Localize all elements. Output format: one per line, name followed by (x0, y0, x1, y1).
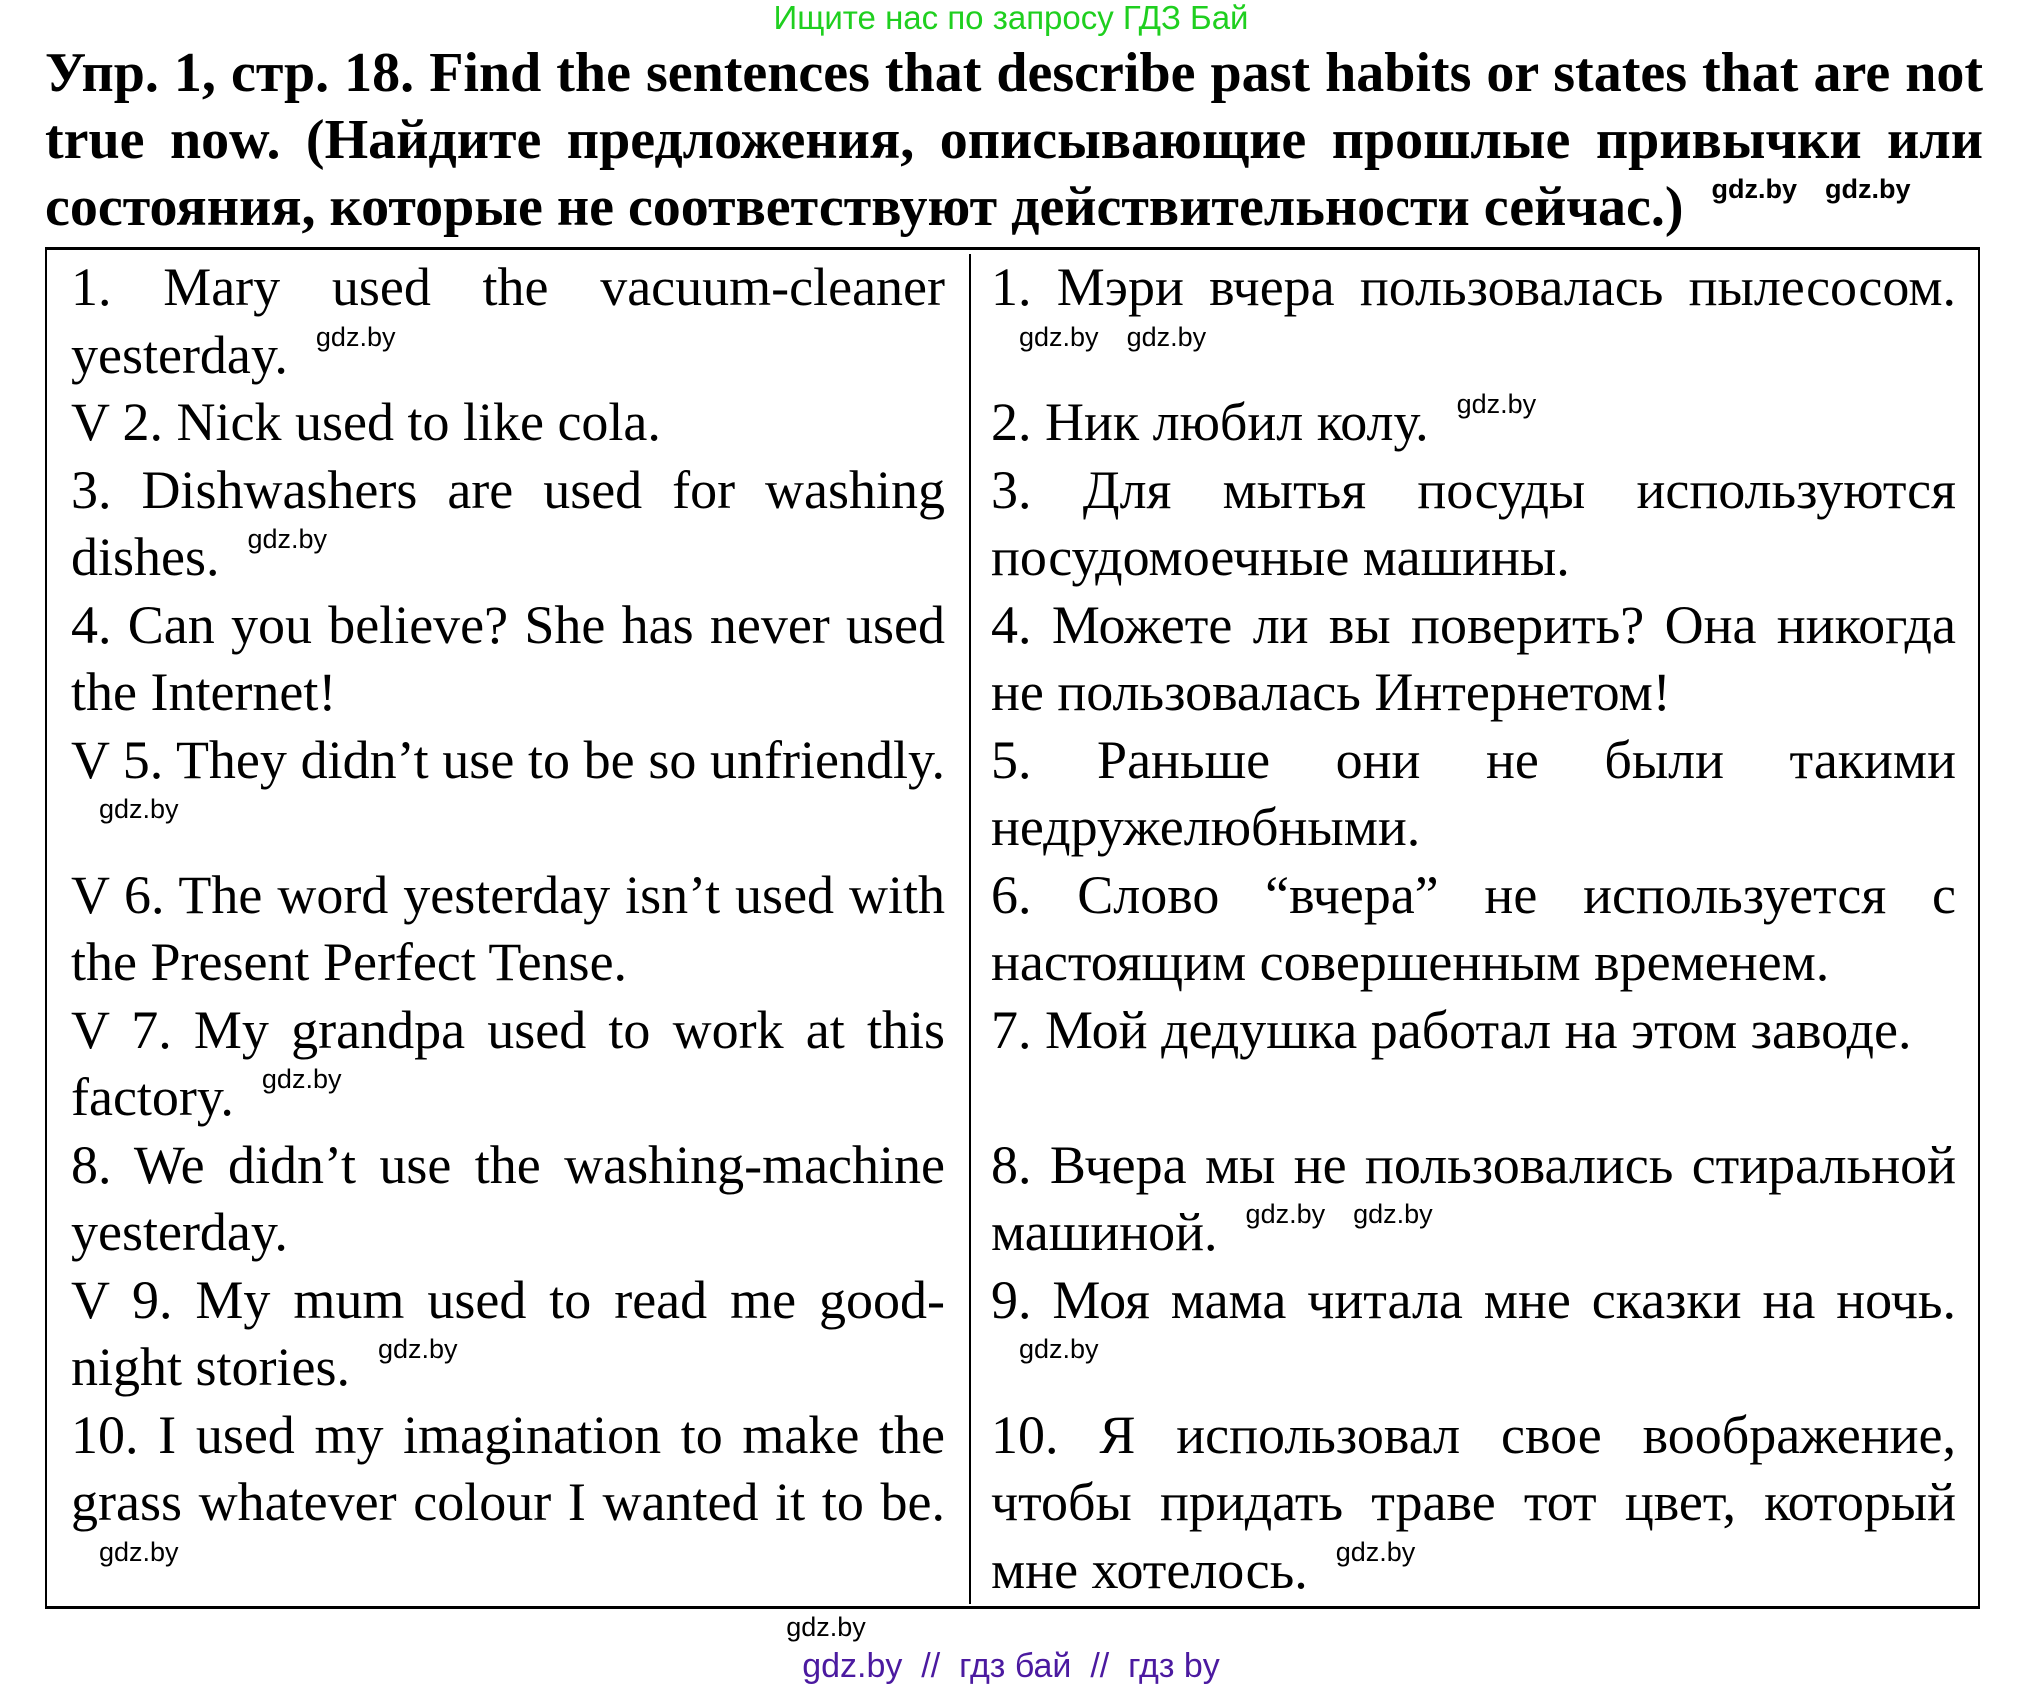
english-cell (47, 997, 969, 1132)
table-row (47, 254, 1978, 389)
watermark: gdz.by (1456, 389, 1537, 419)
footer-links: gdz.by // гдз бай // гдз by (802, 1647, 1220, 1685)
english-cell (47, 862, 969, 997)
russian-cell (969, 457, 1978, 592)
english-sentence: 1. Mary used the vacuum-cleaner yesterday. (71, 257, 945, 385)
table-row (47, 727, 1978, 862)
table-row (47, 389, 1978, 457)
watermark: gdz.by (1019, 1334, 1099, 1364)
watermark: gdz.by (1019, 321, 1099, 352)
russian-cell (969, 727, 1978, 862)
english-sentence: V 9. My mum used to read me good-night stories. (71, 1269, 945, 1397)
russian-cell (969, 1402, 1978, 1605)
watermark: gdz.by (261, 1064, 342, 1094)
english-cell (47, 1132, 969, 1267)
watermark: gdz.by (1824, 174, 1911, 204)
russian-cell (969, 1267, 1978, 1402)
watermark: gdz.by (378, 1334, 458, 1364)
watermark: gdz.by (99, 1536, 179, 1567)
watermark: gdz.by (315, 321, 396, 352)
english-cell (47, 727, 969, 862)
table-row (47, 1402, 1978, 1605)
russian-translation: 5. Раньше они не были такими недружелюбными. (991, 729, 1956, 857)
russian-cell (969, 1132, 1978, 1267)
english-cell (47, 254, 969, 389)
english-sentence: 3. Dishwashers are used for washing dishes. (71, 459, 945, 587)
watermark: gdz.by (99, 794, 179, 824)
russian-translation: 2. Ник любил колу. (991, 392, 1429, 452)
english-cell (47, 1402, 969, 1605)
exercise-title (45, 40, 1983, 241)
russian-translation: 6. Слово “вчера” не используется с настоящим совершенным временем. (991, 864, 1956, 992)
russian-cell (969, 254, 1978, 389)
english-sentence: V 5. They didn’t use to be so unfriendly. (71, 729, 945, 790)
search-hint: Ищите нас по запросу ГДЗ Бай (773, 0, 1249, 36)
table-row (47, 1267, 1978, 1402)
watermark: gdz.by (1353, 1199, 1433, 1229)
english-sentence: V 6. The word yesterday isn’t used with the Present Perfect Tense. (71, 864, 945, 992)
watermark: gdz.by (1245, 1199, 1326, 1229)
russian-translation: 7. Мой дедушка работал на этом заводе. (991, 999, 1912, 1060)
table-row (47, 592, 1978, 727)
watermark: gdz.by (1335, 1536, 1416, 1567)
russian-cell (969, 997, 1978, 1132)
watermark: gdz.by (1711, 174, 1797, 204)
russian-translation: 8. Вчера мы не пользовались стиральной машиной. (991, 1134, 1956, 1262)
russian-cell (969, 862, 1978, 997)
english-cell (47, 592, 969, 727)
watermark: gdz.by (1126, 321, 1207, 352)
english-sentence: V 2. Nick used to like cola. (71, 392, 661, 452)
watermark: gdz.by (786, 1612, 866, 1642)
russian-translation: 10. Я использовал свое воображение, чтобы придать траве тот цвет, который мне хотелось. (991, 1404, 1956, 1600)
english-sentence: 10. I used my imagination to make the grass whatever colour I wanted it to be. (71, 1404, 945, 1532)
russian-cell (969, 389, 1978, 457)
answer-table (45, 247, 1980, 1609)
english-sentence: 8. We didn’t use the washing-machine yesterday. (71, 1134, 945, 1262)
table-row (47, 1132, 1978, 1267)
table-row (47, 862, 1978, 997)
english-cell (47, 389, 969, 457)
english-cell (47, 1267, 969, 1402)
watermark: gdz.by (247, 524, 328, 554)
russian-translation: 9. Моя мама читала мне сказки на ночь. (991, 1269, 1956, 1330)
russian-translation: 3. Для мытья посуды используются посудомоечные машины. (991, 459, 1956, 587)
russian-cell (969, 592, 1978, 727)
table-row (47, 997, 1978, 1132)
english-cell (47, 457, 969, 592)
russian-translation: 4. Можете ли вы поверить? Она никогда не пользовалась Интернетом! (991, 594, 1956, 722)
exercise-title-text: Упр. 1, стр. 18. Find the sentences that describe past habits or states that are not true now. (Найдите предложения, описывающие прошлые привычки или состояния, которые не соответствуют действительности сейчас.) (45, 42, 1983, 238)
table-row (47, 457, 1978, 592)
english-sentence: 4. Can you believe? She has never used the Internet! (71, 594, 945, 722)
russian-translation: 1. Мэри вчера пользовалась пылесосом. (991, 257, 1956, 317)
english-sentence: V 7. My grandpa used to work at this factory. (71, 999, 945, 1127)
